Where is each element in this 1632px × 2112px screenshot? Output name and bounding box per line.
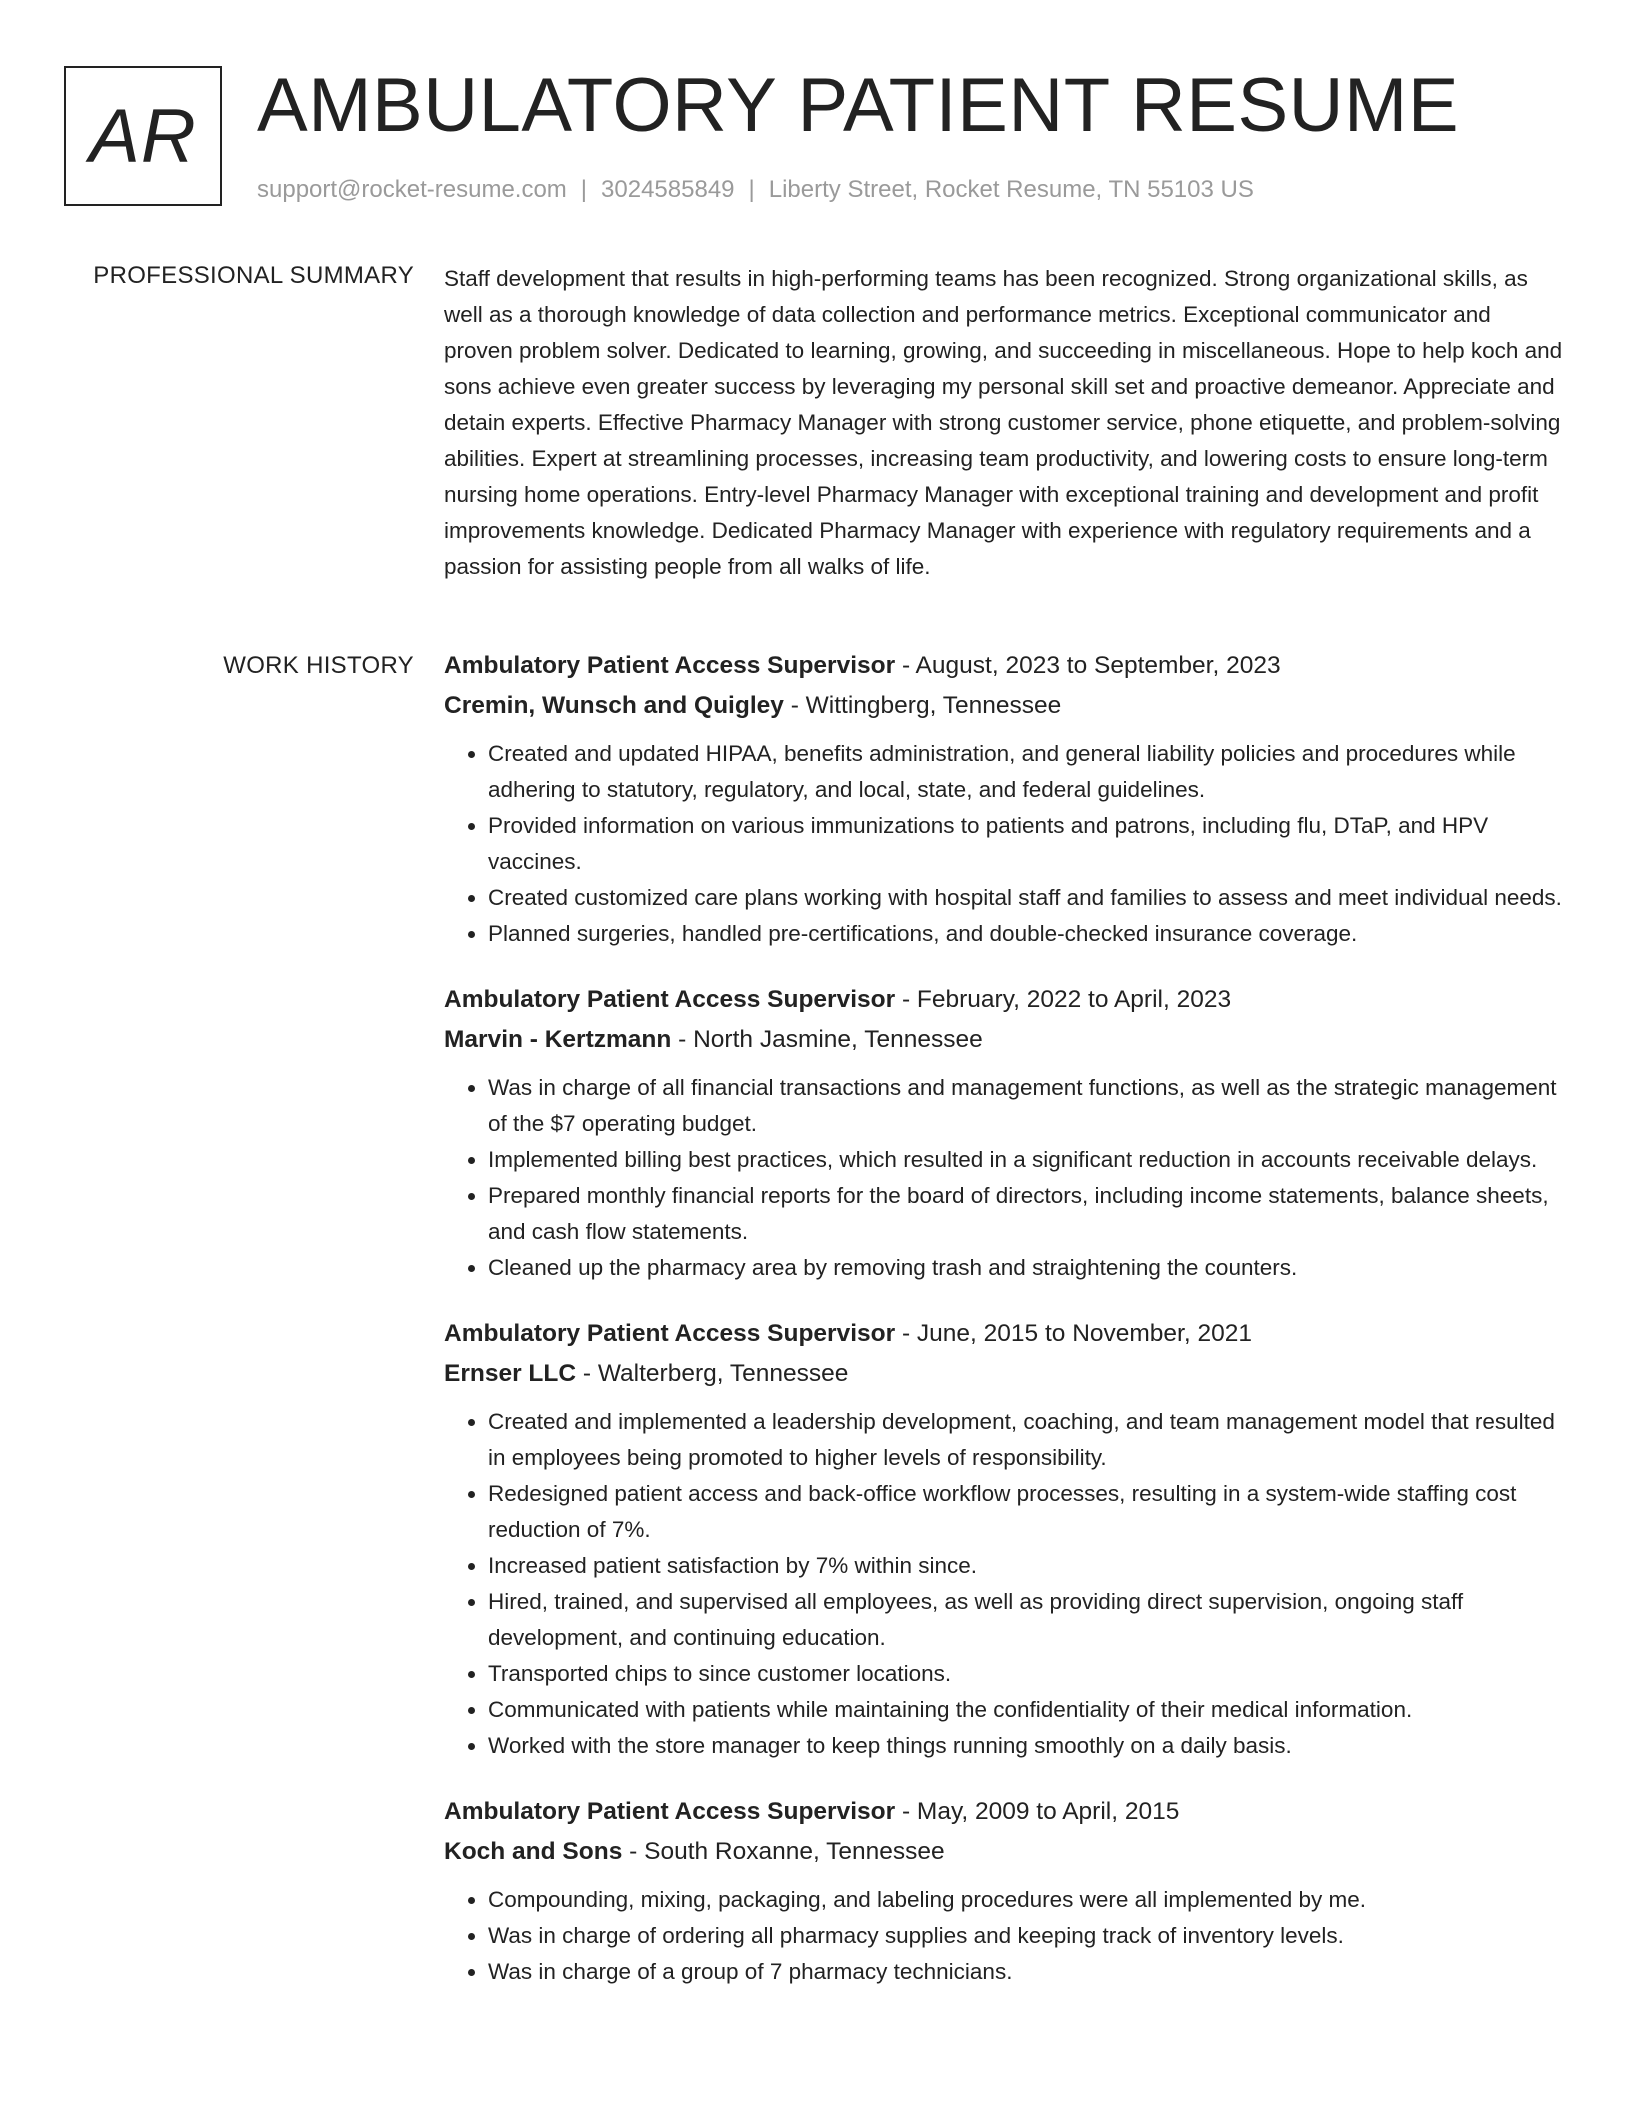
job-bullet: • Communicated with patients while maintaining the confidentiality of their medical information.: [488, 1692, 1564, 1728]
work-history-body: [444, 646, 1564, 2018]
summary-body: [444, 261, 1564, 585]
job-bullet: • Redesigned patient access and back-office workflow processes, resulting in a system-wide staffing cost reduction of 7%.: [488, 1476, 1564, 1548]
job-company: Koch and Sons: [444, 1838, 623, 1865]
job-location: - North Jasmine, Tennessee: [671, 1026, 983, 1053]
job-title: Ambulatory Patient Access Supervisor: [444, 1320, 896, 1347]
job-dates: - May, 2009 to April, 2015: [895, 1798, 1180, 1825]
job-company-line: [444, 1020, 1564, 1060]
job-dates: - August, 2023 to September, 2023: [895, 652, 1281, 679]
contact-phone: 3024585849: [601, 176, 735, 203]
contact-email: support@rocket-resume.com: [257, 176, 567, 203]
monogram-logo: AR: [64, 66, 222, 206]
job-entry: [444, 646, 1564, 952]
job-bullet: • Prepared monthly financial reports for the board of directors, including income statements, balance sheets, and cash flow statements.: [488, 1178, 1564, 1250]
job-location: - Wittingberg, Tennessee: [783, 692, 1062, 719]
job-title-line: [444, 980, 1564, 1020]
section-heading-work-history: WORK HISTORY: [223, 652, 414, 679]
job-company-line: [444, 686, 1564, 726]
job-bullet: • Created and updated HIPAA, benefits administration, and general liability policies and procedures while adhering to statutory, regulatory, and local, state, and federal guidelines.: [488, 736, 1564, 808]
job-bullet: • Compounding, mixing, packaging, and labeling procedures were all implemented by me.: [488, 1882, 1564, 1918]
job-bullet: • Hired, trained, and supervised all employees, as well as providing direct supervision, ongoing staff development, and continuing education.: [488, 1584, 1564, 1656]
job-entry: [444, 980, 1564, 1286]
job-company: Cremin, Wunsch and Quigley: [444, 692, 784, 719]
job-bullet: • Cleaned up the pharmacy area by removing trash and straightening the counters.: [488, 1250, 1564, 1286]
page-title: AMBULATORY PATIENT RESUME: [257, 63, 1460, 148]
job-bullet: • Created customized care plans working with hospital staff and families to assess and meet individual needs.: [488, 880, 1564, 916]
job-entry: [444, 1792, 1564, 1990]
job-bullet: • Planned surgeries, handled pre-certifications, and double-checked insurance coverage.: [488, 916, 1564, 952]
job-bullet: • Was in charge of ordering all pharmacy supplies and keeping track of inventory levels.: [488, 1918, 1564, 1954]
contact-line: [257, 176, 1254, 204]
job-company-line: [444, 1832, 1564, 1872]
summary-text: Staff development that results in high-performing teams has been recognized. Strong organizational skills, as well as a thorough knowledge of data collection and performance metrics. Exceptional communicator and proven problem solver. Dedicated to learning, growing, and succeeding in miscellaneous. Hope to help koch and sons achieve even greater success by leveraging my personal skill set and proactive demeanor. Appreciate and detain experts. Effective Pharmacy Manager with strong customer service, phone etiquette, and problem-solving abilities. Expert at streamlining processes, increasing team productivity, and lowering costs to ensure long-term nursing home operations. Entry-level Pharmacy Manager with exceptional training and development and profit improvements knowledge. Dedicated Pharmacy Manager with experience with regulatory requirements and a passion for assisting people from all walks of life.: [444, 266, 1563, 579]
job-title-line: [444, 646, 1564, 686]
job-entry: [444, 1314, 1564, 1764]
job-bullet: • Created and implemented a leadership development, coaching, and team management model that resulted in employees being promoted to higher levels of responsibility.: [488, 1404, 1564, 1476]
job-bullet: • Was in charge of all financial transactions and management functions, as well as the strategic management of the $7 operating budget.: [488, 1070, 1564, 1142]
job-company: Marvin - Kertzmann: [444, 1026, 672, 1053]
job-bullet: • Implemented billing best practices, which resulted in a significant reduction in accounts receivable delays.: [488, 1142, 1564, 1178]
contact-separator: |: [748, 176, 755, 203]
job-bullet-list: [444, 736, 1564, 952]
job-bullet: • Provided information on various immunizations to patients and patrons, including flu, DTaP, and HPV vaccines.: [488, 808, 1564, 880]
job-bullet-list: [444, 1404, 1564, 1764]
job-dates: - February, 2022 to April, 2023: [895, 986, 1232, 1013]
contact-address: Liberty Street, Rocket Resume, TN 55103 US: [768, 176, 1254, 203]
job-title-line: [444, 1314, 1564, 1354]
job-bullet-list: [444, 1882, 1564, 1990]
section-heading-summary: PROFESSIONAL SUMMARY: [93, 262, 414, 289]
job-title: Ambulatory Patient Access Supervisor: [444, 652, 896, 679]
job-title-line: [444, 1792, 1564, 1832]
job-title: Ambulatory Patient Access Supervisor: [444, 986, 896, 1013]
job-dates: - June, 2015 to November, 2021: [895, 1320, 1252, 1347]
job-location: - Walterberg, Tennessee: [576, 1360, 849, 1387]
job-location: - South Roxanne, Tennessee: [622, 1838, 945, 1865]
contact-separator: |: [580, 176, 588, 203]
job-title: Ambulatory Patient Access Supervisor: [444, 1798, 896, 1825]
job-company-line: [444, 1354, 1564, 1394]
job-bullet: • Increased patient satisfaction by 7% within since.: [488, 1548, 1564, 1584]
job-bullet: • Was in charge of a group of 7 pharmacy technicians.: [488, 1954, 1564, 1990]
job-bullet: • Transported chips to since customer locations.: [488, 1656, 1564, 1692]
job-bullet: • Worked with the store manager to keep things running smoothly on a daily basis.: [488, 1728, 1564, 1764]
job-bullet-list: [444, 1070, 1564, 1286]
job-company: Ernser LLC: [444, 1360, 577, 1387]
resume-header: [64, 63, 1564, 216]
